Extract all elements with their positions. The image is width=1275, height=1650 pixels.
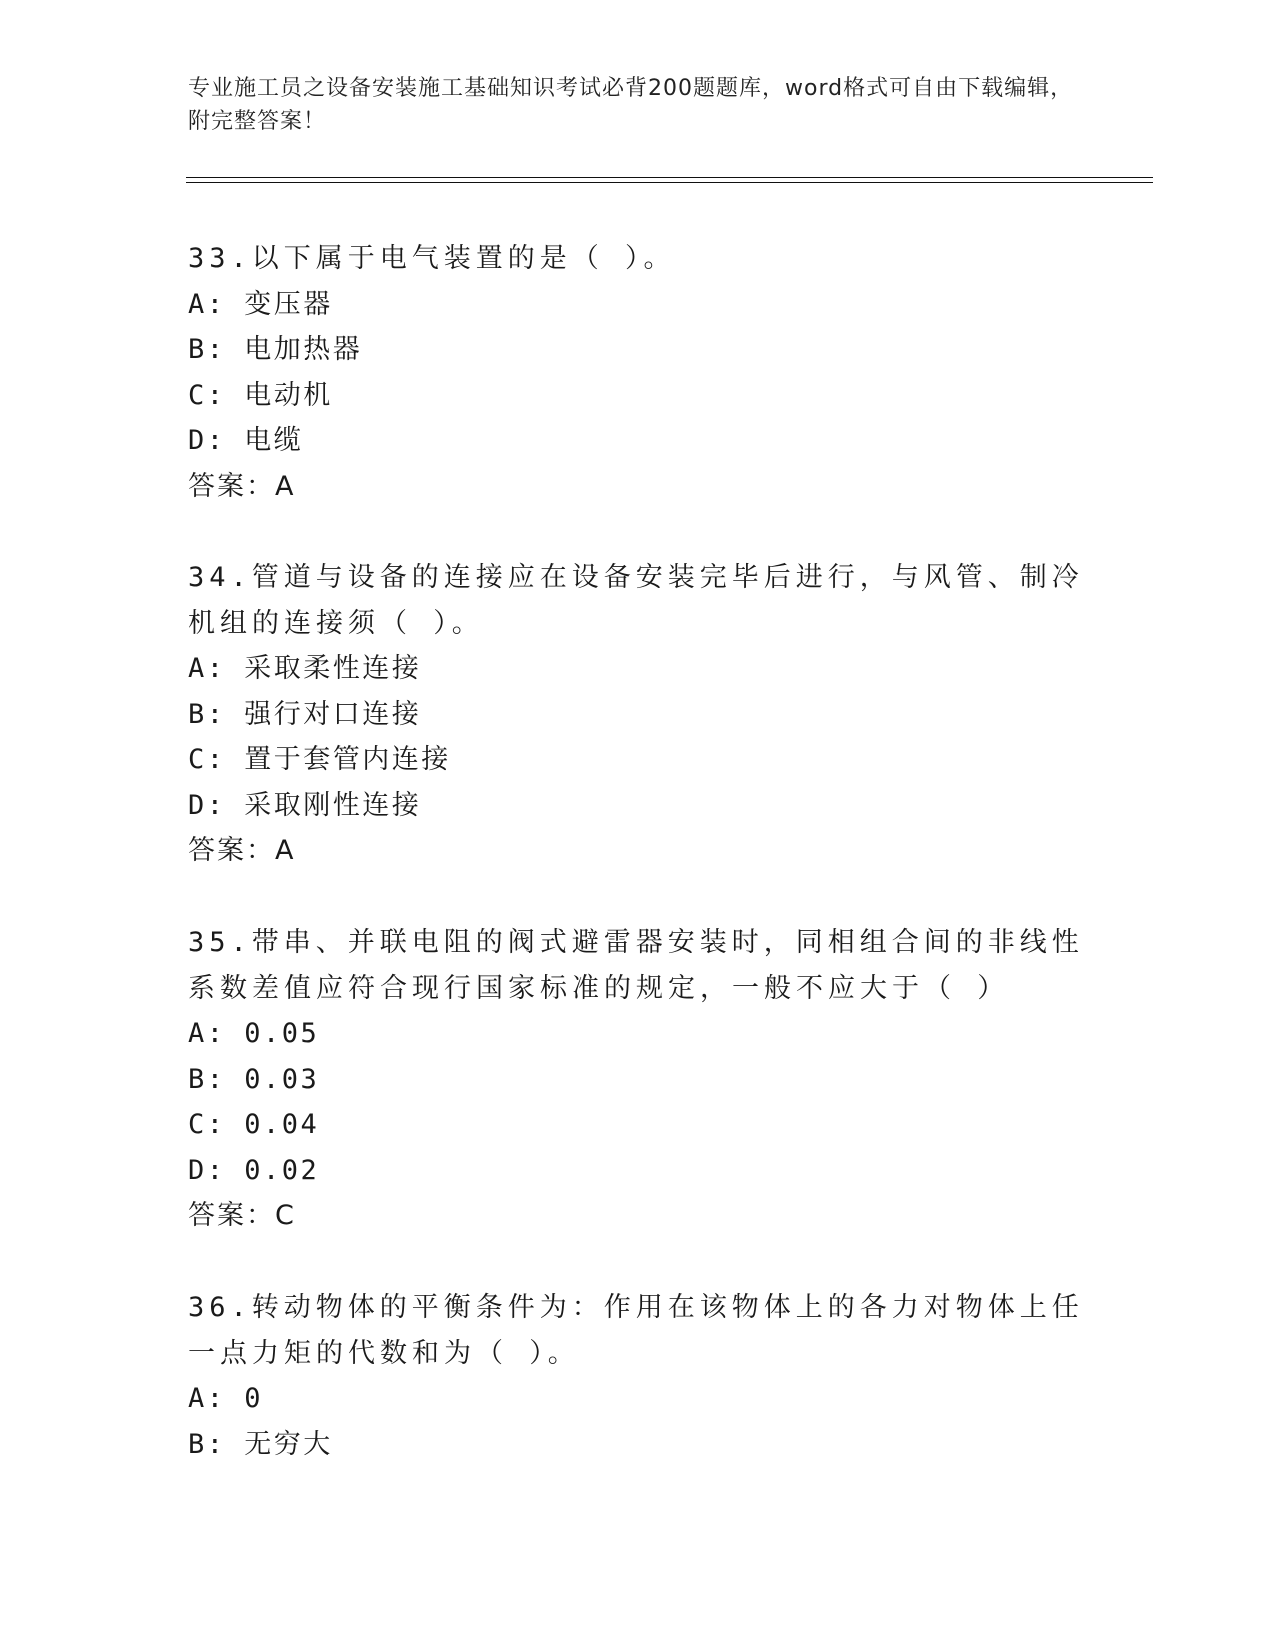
question-33 bbox=[188, 236, 1088, 509]
option-a: A: 变压器 bbox=[188, 288, 333, 320]
document-header bbox=[188, 72, 1088, 138]
question-36 bbox=[188, 1285, 1088, 1467]
option-a: A: 0 bbox=[188, 1383, 264, 1414]
question-stem: 34.管道与设备的连接应在设备安装完毕后进行，与风管、制冷机组的连接须（ ）。 bbox=[188, 562, 1084, 639]
option-a: A: 采取柔性连接 bbox=[188, 653, 422, 684]
question-35 bbox=[188, 920, 1088, 1239]
option-d: D: 采取刚性连接 bbox=[188, 789, 422, 821]
option-d: D: 0.02 bbox=[188, 1154, 320, 1186]
answer: 答案：C bbox=[188, 1200, 296, 1231]
answer: 答案：A bbox=[188, 835, 296, 866]
question-stem: 36.转动物体的平衡条件为：作用在该物体上的各力对物体上任一点力矩的代数和为（ ）。 bbox=[188, 1292, 1084, 1369]
option-a: A: 0.05 bbox=[188, 1018, 320, 1049]
header-divider-top bbox=[186, 177, 1153, 178]
option-b: B: 0.03 bbox=[188, 1063, 320, 1095]
option-b: B: 强行对口连接 bbox=[188, 698, 422, 730]
answer: 答案：A bbox=[188, 470, 296, 502]
option-b: B: 无穷大 bbox=[188, 1428, 333, 1460]
document-title: 专业施工员之设备安装施工基础知识考试必背200题题库，word格式可自由下载编辑，附完整答案！ bbox=[188, 76, 1074, 134]
option-c: C: 0.04 bbox=[188, 1109, 320, 1140]
header-divider-bottom bbox=[186, 182, 1153, 183]
question-34 bbox=[188, 555, 1088, 874]
question-stem: 33.以下属于电气装置的是（ ）。 bbox=[188, 243, 676, 274]
option-d: D: 电缆 bbox=[188, 425, 304, 456]
option-b: B: 电加热器 bbox=[188, 334, 363, 365]
question-stem: 35.带串、并联电阻的阀式避雷器安装时，同相组合间的非线性系数差值应符合现行国家标准的规定，一般不应大于（ ） bbox=[188, 927, 1084, 1004]
option-c: C: 电动机 bbox=[188, 379, 333, 411]
option-c: C: 置于套管内连接 bbox=[188, 744, 451, 775]
